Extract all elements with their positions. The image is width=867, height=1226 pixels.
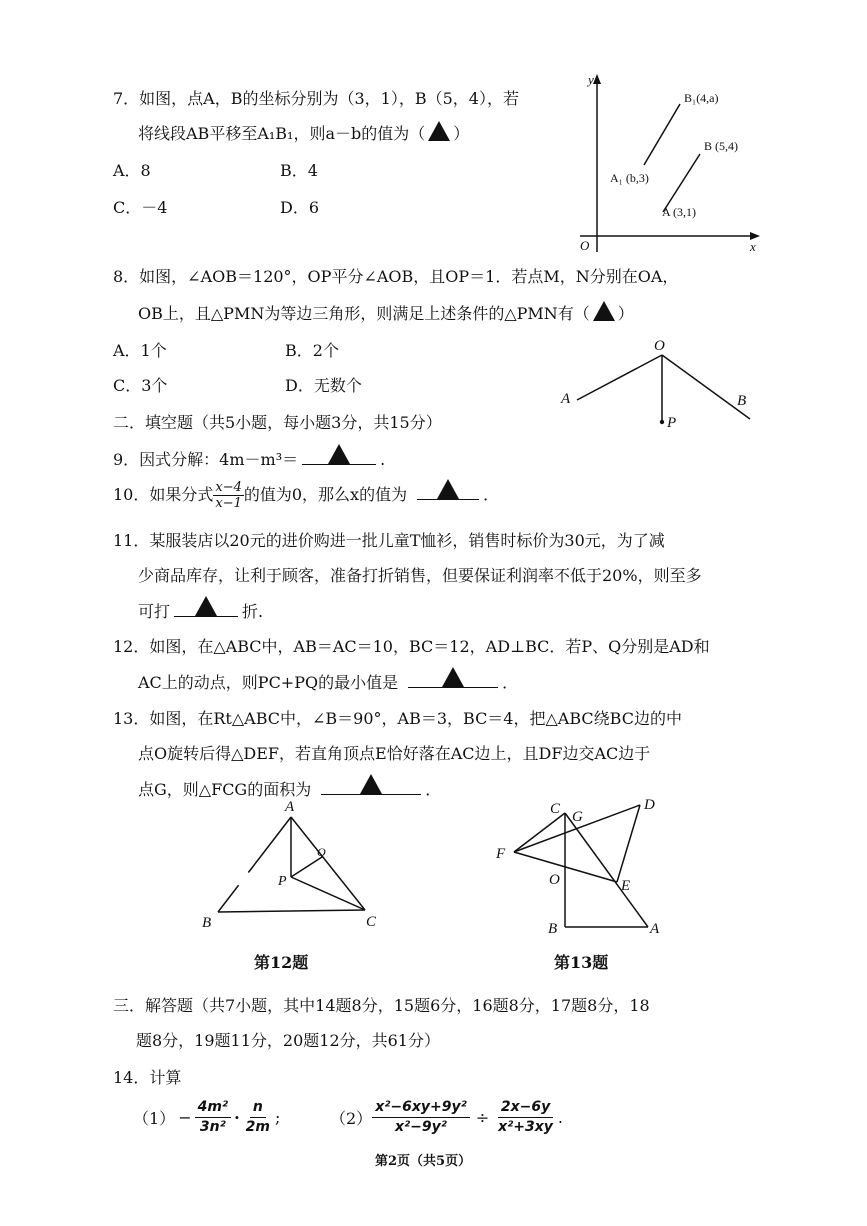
segment-ab <box>663 154 700 212</box>
answer-triangle-icon <box>360 774 382 794</box>
fig13-g-label: G <box>572 809 583 825</box>
q14-part1-f2-den: 2m <box>245 1119 270 1135</box>
side-de <box>617 805 640 882</box>
q12-end: ． <box>502 673 519 692</box>
q14-part2-f2-den: x²+3xy <box>498 1119 553 1135</box>
q14-part2-fraction1 <box>372 1098 470 1137</box>
fig13-b-label: B <box>548 921 558 937</box>
side-bc <box>218 910 365 912</box>
segment-pc <box>291 877 365 910</box>
answer-triangle-icon <box>442 667 464 687</box>
q14-part1-f1-num: 4m² <box>195 1098 231 1118</box>
q7-close: ） <box>453 124 470 143</box>
fig13-f-label: F <box>496 846 506 862</box>
figure-13 <box>490 795 690 940</box>
section-2-heading: 二．填空题（共5小题，每小题3分，共15分） <box>113 413 442 432</box>
q11-line1: 11．某服装店以20元的进价购进一批儿童T恤衫，销售时标价为30元，为了减 <box>113 531 665 550</box>
q12-answer-blank <box>408 669 498 688</box>
q7-coordinate-graph <box>560 70 770 260</box>
side-ac <box>291 817 365 910</box>
figure-13-caption: 第13题 <box>554 953 609 972</box>
figure-12-caption: 第12题 <box>254 953 309 972</box>
answer-triangle-icon <box>437 479 459 499</box>
q7-option-d: D．6 <box>280 198 320 217</box>
q10-prefix: 10．如果分式 <box>113 485 214 504</box>
q10-numerator: x−4 <box>215 480 242 495</box>
point-b-label: B <box>737 393 747 409</box>
q14-part1-fraction1 <box>195 1098 231 1137</box>
side-ab <box>218 817 291 912</box>
ray-ob <box>662 355 750 419</box>
q9 <box>113 446 385 470</box>
fig12-a-label: A <box>285 799 295 815</box>
q14-part1-sign: − <box>178 1108 192 1127</box>
q7-line2 <box>138 121 469 144</box>
point-p-label: P <box>667 415 677 431</box>
q7-line2-text: 将线段AB平移至A₁B₁，则a－b的值为（ <box>138 124 426 143</box>
q14-part2-f1-num: x²−6xy+9y² <box>372 1098 470 1118</box>
q14-part2-f2-num: 2x−6y <box>498 1098 553 1118</box>
q7-option-c: C．－4 <box>113 198 168 217</box>
q12-line1: 12．如图，在△ABC中，AB＝AC＝10，BC＝12，AD⊥BC．若P、Q分别是AD和 <box>113 637 710 656</box>
answer-triangle-icon <box>328 444 350 464</box>
q9-end: . <box>380 450 386 469</box>
ray-oa <box>577 355 662 400</box>
segment-pq <box>291 857 322 877</box>
q12-line2 <box>138 669 518 693</box>
q13-line2: 点O旋转后得△DEF，若直角顶点E恰好落在AC边上，且DF边交AC边于 <box>138 744 651 763</box>
answer-triangle-icon <box>428 121 450 141</box>
point-a1-label: A₁ (b,3) <box>610 171 649 185</box>
q8-line1: 8．如图，∠AOB＝120°，OP平分∠AOB，且OP＝1．若点M，N分别在OA， <box>113 267 679 286</box>
q13-answer-blank <box>321 776 421 795</box>
page-footer: 第2页（共5页） <box>375 1154 472 1169</box>
x-axis-label: x <box>750 239 756 254</box>
q9-text: 9．因式分解：4m－m³＝ <box>113 450 299 469</box>
segment-fc <box>514 813 565 852</box>
q11-line3-prefix: 可打 <box>138 602 171 621</box>
q8-line2 <box>138 301 634 324</box>
fig12-q-label: Q <box>317 845 326 859</box>
q8-close: ） <box>617 304 634 323</box>
point-a-label: A <box>561 391 571 407</box>
q14-part1-f1-den: 3n² <box>199 1119 226 1135</box>
y-axis-arrow-icon <box>593 74 601 84</box>
q14-part2-end: . <box>557 1108 564 1127</box>
q13-end: ． <box>425 780 442 799</box>
answer-triangle-icon <box>195 596 217 616</box>
q8-option-d: D．无数个 <box>285 376 362 395</box>
q14-part2-fraction2 <box>495 1098 556 1137</box>
q14-part2-f1-den: x²−9y² <box>395 1119 447 1135</box>
q14-part1-end: ; <box>274 1108 281 1127</box>
q8-option-b: B．2个 <box>285 341 339 360</box>
point-b-label: B (5,4) <box>704 139 738 153</box>
fig13-a-label: A <box>650 921 660 937</box>
section-3-heading-line1: 三．解答题（共7小题，其中14题8分，15题6分，16题8分，17题8分，18 <box>113 996 650 1015</box>
q11-line2: 少商品库存，让利于顾客，准备打折销售，但要保证利润率不低于20%，则至多 <box>138 566 702 585</box>
q14-part1-dot: · <box>234 1108 240 1127</box>
fig12-b-label: B <box>202 915 212 931</box>
q14-part1-label: （1） <box>133 1109 176 1128</box>
q11-line3-suffix: 折. <box>242 602 264 621</box>
q14-part1-fraction2 <box>243 1098 273 1137</box>
origin-label: O <box>580 238 590 253</box>
q14-part2 <box>330 1098 563 1137</box>
q10-suffix: 的值为0，那么x的值为 <box>243 485 408 504</box>
q8-angle-figure <box>555 333 765 443</box>
point-b1-label: B₁(4,a) <box>684 91 719 105</box>
q7-line1: 7．如图，点A，B的坐标分别为（3，1），B（5，4），若 <box>113 89 519 108</box>
point-a-label: A (3,1) <box>662 205 696 219</box>
q14-part2-label: （2） <box>330 1109 373 1128</box>
q9-answer-blank <box>302 446 376 465</box>
q12-line2-text: AC上的动点，则PC+PQ的最小值是 <box>138 673 399 692</box>
fig13-d-label: D <box>644 797 655 813</box>
figure-12 <box>190 795 390 935</box>
q14-part2-div: ÷ <box>475 1108 490 1127</box>
q11-answer-blank <box>174 598 238 617</box>
fig12-c-label: C <box>366 914 377 930</box>
q10-answer-blank <box>417 481 479 500</box>
q7-option-a: A．8 <box>113 161 151 180</box>
point-o-label: O <box>654 338 665 354</box>
q8-option-c: C．3个 <box>113 376 168 395</box>
q13-line1: 13．如图，在Rt△ABC中，∠B＝90°，AB＝3，BC＝4，把△ABC绕BC边的中 <box>113 709 682 728</box>
answer-triangle-icon <box>593 301 615 321</box>
fig13-o-label: O <box>549 872 560 888</box>
q10-fraction <box>213 480 244 511</box>
q10-end: ． <box>483 485 500 504</box>
y-axis-label: y <box>588 72 594 87</box>
q7-option-b: B．4 <box>280 161 318 180</box>
section-3-heading-line2: 题8分，19题11分，20题12分，共61分） <box>136 1031 440 1050</box>
q10-denominator: x−1 <box>215 496 242 511</box>
q13-line3-text: 点G，则△FCG的面积为 <box>138 780 312 799</box>
q14-part1 <box>133 1098 280 1137</box>
fig12-p-label: P <box>278 874 287 889</box>
q14-title: 14．计算 <box>113 1068 182 1087</box>
segment-a1b1 <box>644 104 680 165</box>
fig13-c-label: C <box>550 801 561 817</box>
q8-option-a: A．1个 <box>113 341 167 360</box>
point-p <box>660 420 664 424</box>
fig13-e-label: E <box>621 878 631 894</box>
q14-part1-f2-num: n <box>250 1098 266 1118</box>
q8-line2-text: OB上，且△PMN为等边三角形，则满足上述条件的△PMN有（ <box>138 304 590 323</box>
q10 <box>113 480 499 511</box>
q11-line3 <box>138 598 263 622</box>
